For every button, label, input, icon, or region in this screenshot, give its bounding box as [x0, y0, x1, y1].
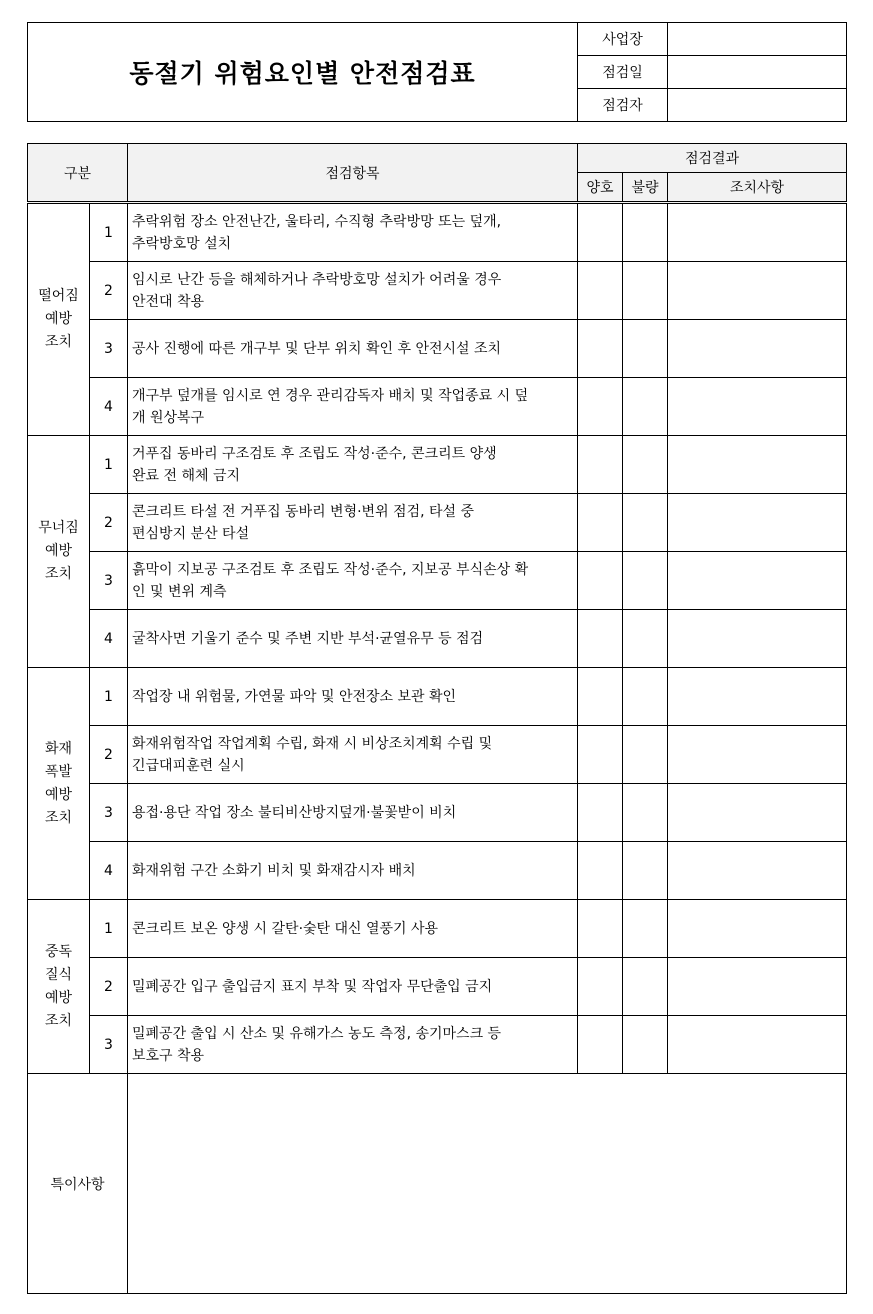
- page-title: 동절기 위험요인별 안전점검표: [28, 23, 578, 122]
- item-text: 거푸집 동바리 구조검토 후 조립도 작성·준수, 콘크리트 양생 완료 전 해체 금지: [128, 436, 578, 494]
- good-cell[interactable]: [578, 668, 623, 726]
- action-header: 조치사항: [668, 173, 847, 203]
- result-header: 점검결과: [578, 144, 847, 173]
- item-number: 1: [90, 436, 128, 494]
- bad-cell[interactable]: [623, 378, 668, 436]
- item-number: 3: [90, 1016, 128, 1074]
- good-cell[interactable]: [578, 900, 623, 958]
- category-cell: 무너짐 예방 조치: [28, 436, 90, 668]
- good-cell[interactable]: [578, 436, 623, 494]
- notes-field[interactable]: [128, 1074, 847, 1294]
- bad-cell[interactable]: [623, 262, 668, 320]
- table-row: [28, 494, 847, 552]
- item-text: 화재위험작업 작업계획 수립, 화재 시 비상조치계획 수립 및 긴급대피훈련 실시: [128, 726, 578, 784]
- item-number: 2: [90, 958, 128, 1016]
- table-row: [28, 203, 847, 262]
- bad-cell[interactable]: [623, 668, 668, 726]
- item-text: 화재위험 구간 소화기 비치 및 화재감시자 배치: [128, 842, 578, 900]
- site-label: 사업장: [578, 23, 668, 56]
- checklist-table: [27, 143, 847, 1294]
- table-row: [28, 552, 847, 610]
- bad-cell[interactable]: [623, 1016, 668, 1074]
- item-number: 3: [90, 784, 128, 842]
- bad-cell[interactable]: [623, 203, 668, 262]
- date-label: 점검일: [578, 56, 668, 89]
- category-cell: 떨어짐 예방 조치: [28, 203, 90, 436]
- action-cell[interactable]: [668, 378, 847, 436]
- good-cell[interactable]: [578, 958, 623, 1016]
- good-cell[interactable]: [578, 262, 623, 320]
- action-cell[interactable]: [668, 726, 847, 784]
- item-text: 굴착사면 기울기 준수 및 주변 지반 부석·균열유무 등 점검: [128, 610, 578, 668]
- item-number: 2: [90, 494, 128, 552]
- table-row: [28, 320, 847, 378]
- notes-label: 특이사항: [28, 1074, 128, 1294]
- action-cell[interactable]: [668, 262, 847, 320]
- bad-cell[interactable]: [623, 958, 668, 1016]
- good-header: 양호: [578, 173, 623, 203]
- category-cell: 중독 질식 예방 조치: [28, 900, 90, 1074]
- item-number: 3: [90, 320, 128, 378]
- item-text: 밀폐공간 출입 시 산소 및 유해가스 농도 측정, 송기마스크 등 보호구 착용: [128, 1016, 578, 1074]
- category-cell: 화재 폭발 예방 조치: [28, 668, 90, 900]
- inspector-label: 점검자: [578, 89, 668, 122]
- item-text: 흙막이 지보공 구조검토 후 조립도 작성·준수, 지보공 부식손상 확 인 및 변위 계측: [128, 552, 578, 610]
- table-row: [28, 726, 847, 784]
- good-cell[interactable]: [578, 1016, 623, 1074]
- bad-cell[interactable]: [623, 900, 668, 958]
- item-text: 콘크리트 보온 양생 시 갈탄·숯탄 대신 열풍기 사용: [128, 900, 578, 958]
- good-cell[interactable]: [578, 726, 623, 784]
- notes-row: [28, 1074, 847, 1294]
- table-row: [28, 436, 847, 494]
- date-field[interactable]: [668, 56, 847, 89]
- item-text: 개구부 덮개를 임시로 연 경우 관리감독자 배치 및 작업종료 시 덮 개 원상복구: [128, 378, 578, 436]
- bad-cell[interactable]: [623, 320, 668, 378]
- action-cell[interactable]: [668, 494, 847, 552]
- item-number: 2: [90, 726, 128, 784]
- item-text: 작업장 내 위험물, 가연물 파악 및 안전장소 보관 확인: [128, 668, 578, 726]
- item-header: 점검항목: [128, 144, 578, 203]
- table-row: [28, 1016, 847, 1074]
- good-cell[interactable]: [578, 552, 623, 610]
- item-number: 2: [90, 262, 128, 320]
- action-cell[interactable]: [668, 668, 847, 726]
- item-number: 4: [90, 842, 128, 900]
- table-row: [28, 900, 847, 958]
- table-row: [28, 262, 847, 320]
- item-text: 임시로 난간 등을 해체하거나 추락방호망 설치가 어려울 경우 안전대 착용: [128, 262, 578, 320]
- good-cell[interactable]: [578, 320, 623, 378]
- action-cell[interactable]: [668, 552, 847, 610]
- action-cell[interactable]: [668, 610, 847, 668]
- action-cell[interactable]: [668, 958, 847, 1016]
- good-cell[interactable]: [578, 784, 623, 842]
- item-text: 밀폐공간 입구 출입금지 표지 부착 및 작업자 무단출입 금지: [128, 958, 578, 1016]
- category-header: 구분: [28, 144, 128, 203]
- table-row: [28, 610, 847, 668]
- bad-header: 불량: [623, 173, 668, 203]
- bad-cell[interactable]: [623, 610, 668, 668]
- bad-cell[interactable]: [623, 726, 668, 784]
- table-row: [28, 842, 847, 900]
- action-cell[interactable]: [668, 1016, 847, 1074]
- header-table: [27, 22, 847, 122]
- table-row: [28, 668, 847, 726]
- table-row: [28, 378, 847, 436]
- action-cell[interactable]: [668, 320, 847, 378]
- action-cell[interactable]: [668, 900, 847, 958]
- bad-cell[interactable]: [623, 494, 668, 552]
- good-cell[interactable]: [578, 494, 623, 552]
- good-cell[interactable]: [578, 378, 623, 436]
- action-cell[interactable]: [668, 203, 847, 262]
- item-text: 용접·용단 작업 장소 불티비산방지덮개·불꽃받이 비치: [128, 784, 578, 842]
- item-number: 1: [90, 668, 128, 726]
- bad-cell[interactable]: [623, 436, 668, 494]
- good-cell[interactable]: [578, 842, 623, 900]
- item-number: 4: [90, 378, 128, 436]
- bad-cell[interactable]: [623, 552, 668, 610]
- item-number: 3: [90, 552, 128, 610]
- good-cell[interactable]: [578, 203, 623, 262]
- bad-cell[interactable]: [623, 842, 668, 900]
- action-cell[interactable]: [668, 436, 847, 494]
- item-text: 추락위험 장소 안전난간, 울타리, 수직형 추락방망 또는 덮개, 추락방호망 설치: [128, 203, 578, 262]
- good-cell[interactable]: [578, 610, 623, 668]
- item-text: 콘크리트 타설 전 거푸집 동바리 변형·변위 점검, 타설 중 편심방지 분산 타설: [128, 494, 578, 552]
- item-number: 1: [90, 203, 128, 262]
- bad-cell[interactable]: [623, 784, 668, 842]
- item-text: 공사 진행에 따른 개구부 및 단부 위치 확인 후 안전시설 조치: [128, 320, 578, 378]
- item-number: 4: [90, 610, 128, 668]
- action-cell[interactable]: [668, 784, 847, 842]
- site-field[interactable]: [668, 23, 847, 56]
- inspector-field[interactable]: [668, 89, 847, 122]
- action-cell[interactable]: [668, 842, 847, 900]
- table-row: [28, 784, 847, 842]
- table-row: [28, 958, 847, 1016]
- item-number: 1: [90, 900, 128, 958]
